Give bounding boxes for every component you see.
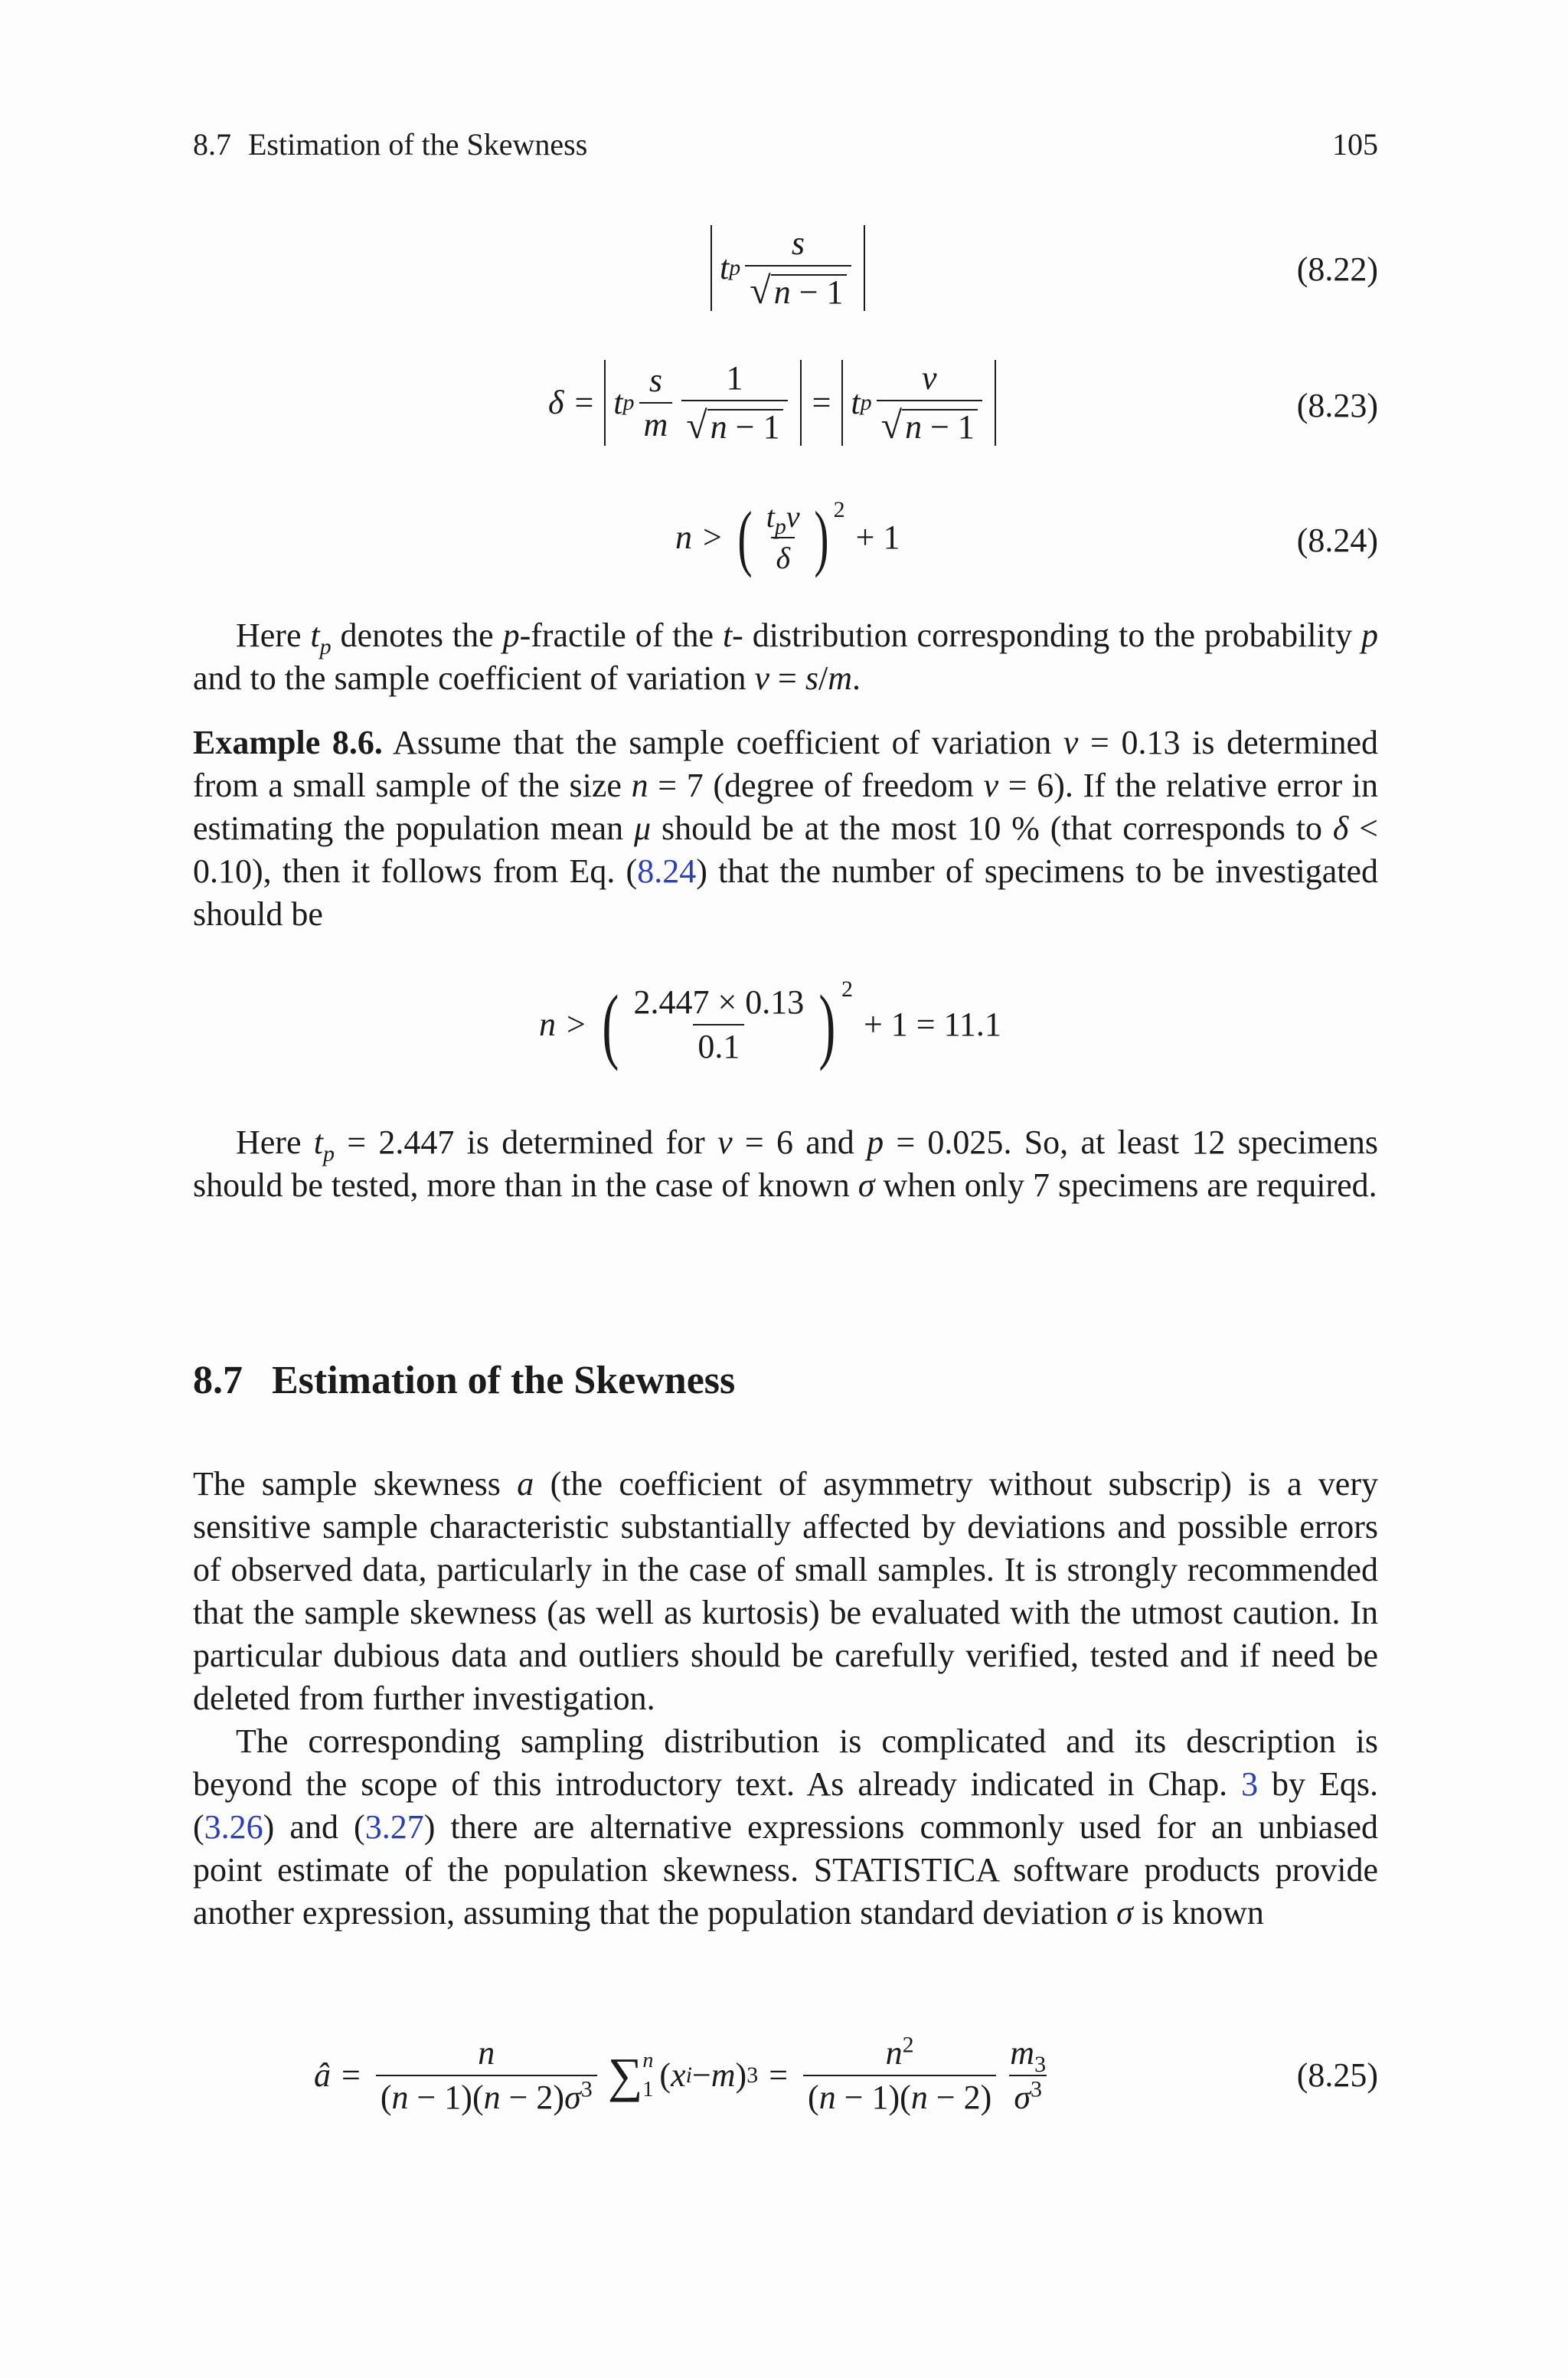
paragraph-skewness-intro: The sample skewness a (the coefficient of asymmetry without subscrip) is a very sensitive sample characteristic substantially affected by deviations and possible errors of observed data, particularly in the case of small samples. It is strongly recommended that the sample skewness (as well as kurtosis) be evaluated with the utmost caution. In particular dubious data and outliers should be carefully verified, tested and if need be deleted from further investigation. The corresponding sampling distribution is complicated and its description is beyond the scope of this introductory text. As already indicated in Chap. 3 by Eqs. (3.26) and (3.27) there are alternative expressions commonly used for an unbiased point estimate of the population skewness. STATISTICA software products provide another expression, assuming that the population standard deviation σ is known xyxy=(193,1465,1378,1932)
equation-reference-link[interactable]: 3.27 xyxy=(364,1808,424,1846)
equation-8-22: t p s √ n − 1 (8.22) xyxy=(193,222,1378,314)
paragraph-example-conclusion: Here $t_p = 2.447$ is determined for ν = 6 and p = 0.025. So, at least 12 specimens should be tested, more than in the case of known σ when only 7 specimens are required. xyxy=(193,1124,1378,1204)
equation-8-24: n > ( $\frac{t_pv}{\delta}$ ) $^2$ + 1 (8.24) xyxy=(675,496,1378,578)
section-number: 8.7 xyxy=(193,1359,243,1402)
paragraph-tp-definition: Here $t_p$ denotes the p-fractile of the t- distribution corresponding to the probability p and to the sample coefficient of variation v = s/m. xyxy=(193,617,1378,697)
example-8-6: Example 8.6. Assume that the sample coefficient of variation v = 0.13 is determined from a small sample of the size n = 7 (degree of freedom ν = 6). If the relative error in estimating the population mean μ should be at the most 10 % (that corresponds to δ < 0.10), then it follows from Eq. (8.24) that the number of specimens to be investigated should be xyxy=(193,724,1378,933)
running-head-title: Estimation of the Skewness xyxy=(248,127,588,162)
chapter-reference-link[interactable]: 3 xyxy=(1241,1765,1259,1803)
example-label: Example 8.6. xyxy=(193,724,383,761)
equation-number: (8.24) xyxy=(1296,522,1378,559)
equation-reference-link[interactable]: 3.26 xyxy=(204,1808,263,1846)
running-head-section: 8.7 xyxy=(193,127,231,162)
running-head xyxy=(193,126,1378,164)
equation-number: (8.22) xyxy=(1296,250,1378,288)
equation-number: (8.25) xyxy=(1296,2056,1378,2094)
equation-reference-link[interactable]: 8.24 xyxy=(637,852,697,890)
example-equation: n > ( $\frac{2.447 \times 0.13}{0.1}$ ) $^2$ + 1 = 11.1 xyxy=(539,976,1001,1071)
section-heading xyxy=(193,1356,735,1406)
page-number: 105 xyxy=(1332,127,1378,162)
equation-8-23: δ = t p $\frac{s}{m}$ 1 √ n − 1 = t p v √ n − 1 (8.23) xyxy=(548,359,1378,446)
section-title: Estimation of the Skewness xyxy=(272,1359,736,1402)
equation-8-25: â = $\frac{n}{(n - 1)(n - 2)\sigma^3}$ ∑ n 1 ( x i − m ) 3 = $\frac{n^2}{(n - 1)(n - 2)}$ $\frac{m_3}{\sigma^3}$ (8.25) xyxy=(314,2032,1378,2116)
equation-number: (8.23) xyxy=(1296,387,1378,424)
